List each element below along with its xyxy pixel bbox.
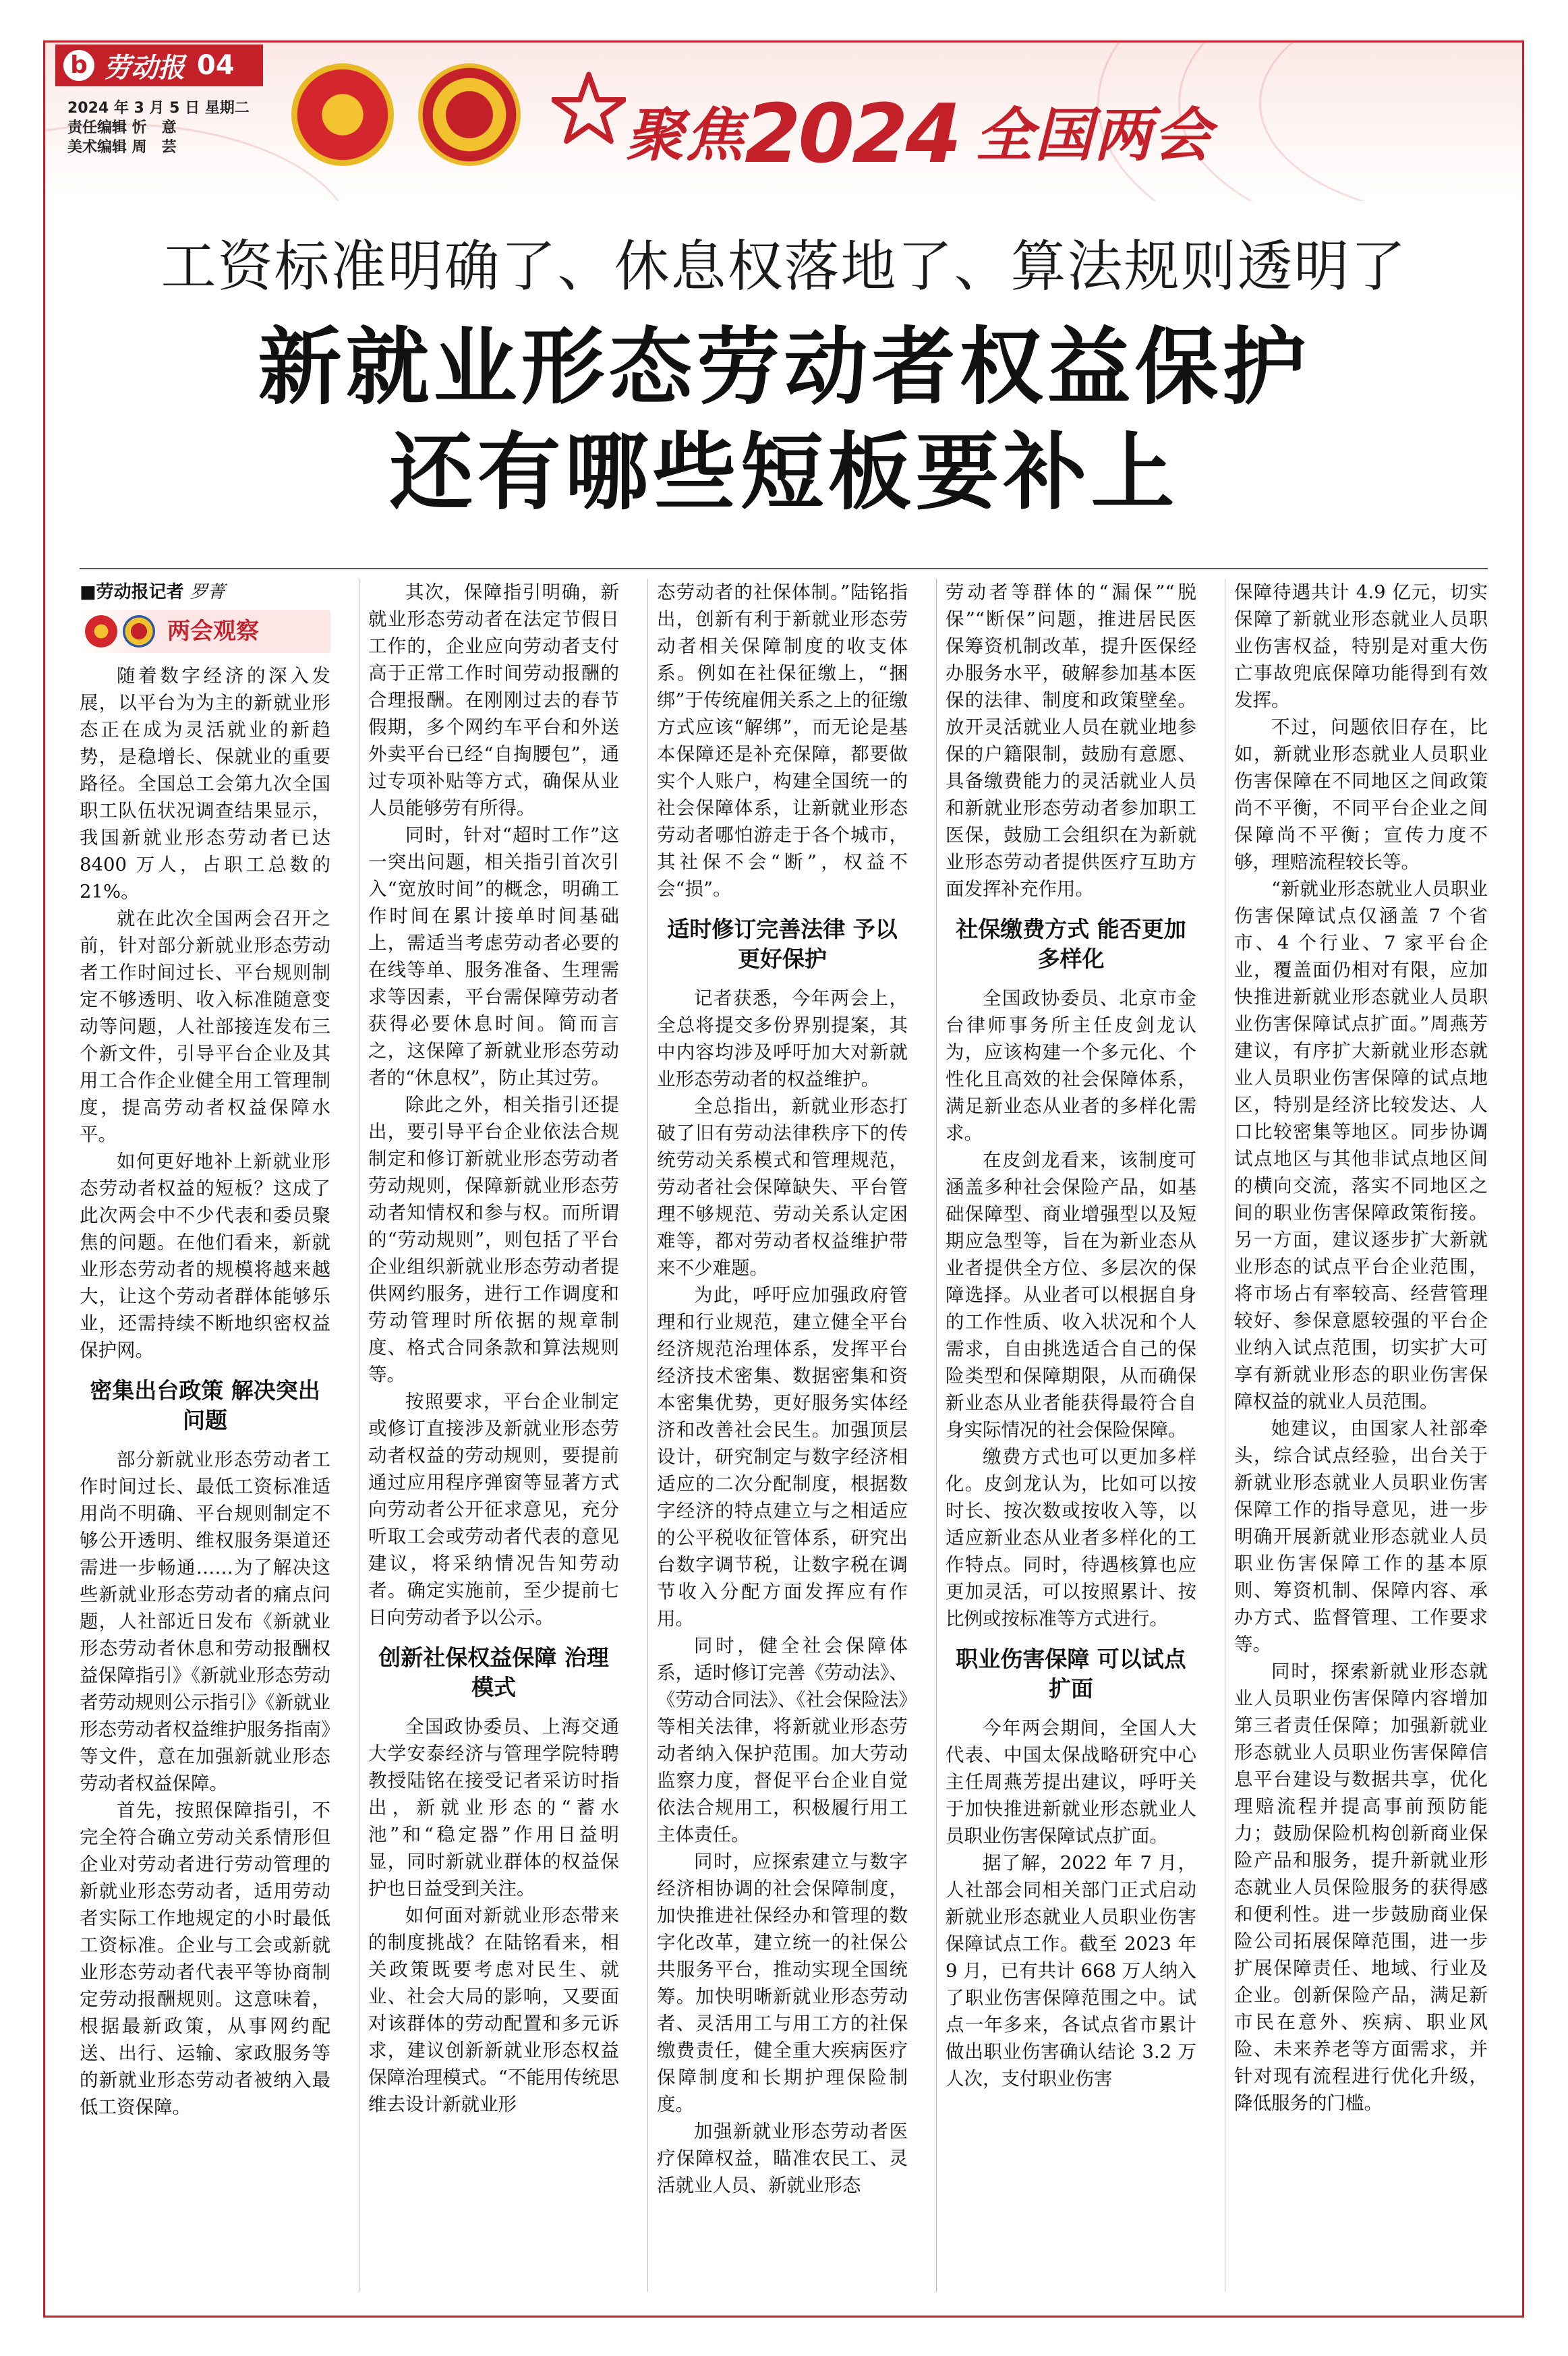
paragraph: 她建议，由国家人社部牵头，综合试点经验，出台关于新就业形态就业人员职业伤害保障工作的指导意见，进一步明确开展新就业形态就业人员职业伤害保障工作的基本原则、筹资机制、保障内容、承办方式、监督管理、工作要求等。 — [1234, 1418, 1488, 1655]
paragraph: 全国政协委员、北京市金台律师事务所主任皮剑龙认为，应该构建一个多元化、个性化且高效的社会保障体系，满足新业态从业者的多样化需求。 — [946, 987, 1196, 1144]
paragraph: 加强新就业形态劳动者医疗保障权益，瞄准农民工、灵活就业人员、新就业形态 — [657, 2121, 908, 2196]
paragraph: 在皮剑龙看来，该制度可涵盖多种社会保险产品，如基础保障型、商业增强型以及短期应急型等，旨在为新业态从业者提供全方位、多层次的保障选择。从业者可以根据自身的工作性质、收入状况和个人需求，自由挑选适合自己的保险类型和保障期限，从而确保新业态从业者能获得最符合自身实际情况的社会保险保障。 — [946, 1149, 1196, 1441]
banner-suffix: 全国两会 — [975, 102, 1213, 169]
paragraph: “新就业形态就业人员职业伤害保障试点仅涵盖 7 个省市、4 个行业、7 家平台企业，覆盖面仍相对有限，应加快推进新就业形态就业人员职业伤害保障试点扩面。”周燕芳建议，有序扩大新就业形态就业人员职业伤害保障的试点地区，特别是经济比较发达、人口比较密集等地区。同步协调试点地区与其他非试点地区间的横向交流，落实不同地区之间的职业伤害保障政策衔接。另一方面，建议逐步扩大新就业形态的试点平台企业范围，将市场占有率较高、经营管理较好、参保意愿较强的平台企业纳入试点范围，切实扩大可享有新就业形态的职业伤害保障权益的就业人员范围。 — [1234, 878, 1488, 1412]
paragraph: 为此，呼吁应加强政府管理和行业规范，建立健全平台经济规范治理体系，发挥平台经济技术密集、数据密集和资本密集优势，更好服务实体经济和改善社会民生。加强顶层设计，研究制定与数字经济相适应的二次分配制度，根据数字经济的特点建立与之相适应的公平税收征管体系，研究出台数字调节税，让数字税在调节收入分配方面发挥应有作用。 — [657, 1284, 908, 1630]
reporter-name: 罗菁 — [190, 582, 225, 602]
column-rule — [647, 579, 648, 2292]
banner-title — [626, 81, 1213, 181]
paragraph: 随着数字经济的深入发展，以平台为为主的新就业形态正在成为灵活就业的新趋势，是稳增长、保就业的重要路径。全国总工会第九次全国职工队伍状况调查结果显示，我国新就业形态劳动者已达 8400 万人，占职工总数的 21%。 — [80, 665, 330, 902]
article-column-3 — [657, 579, 908, 2305]
paragraph: 保障待遇共计 4.9 亿元，切实保障了新就业形态就业人员职业伤害权益，特别是对重大伤亡事故兜底保障功能得到有效发挥。 — [1234, 581, 1488, 711]
masthead-logo — [55, 45, 263, 86]
paragraph: 部分新就业形态劳动者工作时间过长、最低工资标准适用尚不明确、平台规则制定不够公开透明、维权服务渠道还需进一步畅通……为了解决这些新就业形态劳动者的痛点问题，人社部近日发布《新就业形态劳动者休息和劳动报酬权益保障指引》《新就业形态劳动者劳动规则公示指引》《新就业形态劳动者权益维护服务指南》等文件，意在加强新就业形态劳动者权益保障。 — [80, 1449, 330, 1794]
cppcc-emblem-icon — [418, 63, 521, 166]
cppcc-emblem-small-icon — [123, 615, 155, 648]
paper-name: 劳动报 — [104, 51, 185, 84]
headline-line-1: 新就业形态劳动者权益保护 — [258, 318, 1310, 416]
subheading: 职业伤害保障 可以试点扩面 — [956, 1646, 1186, 1702]
subheading: 密集出台政策 解决突出问题 — [90, 1377, 320, 1433]
paragraph: 不过，问题依旧存在，比如，新就业形态就业人员职业伤害保障在不同地区之间政策尚不平衡，不同平台企业之间保障尚不平衡；宣传力度不够，理赔流程较长等。 — [1234, 716, 1488, 873]
paragraph: 同时，针对“超时工作”这一突出问题，相关指引首次引入“宽放时间”的概念，明确工作时间在累计接单时间基础上，需适当考虑劳动者必要的在线等单、服务准备、生理需求等因素，平台需保障劳动者获得必要休息时间。简而言之，这保障了新就业形态劳动者的“休息权”，防止其过劳。 — [368, 824, 619, 1089]
column-rule — [936, 579, 937, 2292]
editor-line: 责任编辑 忻 意 — [67, 119, 177, 136]
paragraph: 除此之外，相关指引还提出，要引导平台企业依法合规制定和修订新就业形态劳动者劳动规则，保障新就业形态劳动者知情权和参与权。而所谓的“劳动规则”，则包括了平台企业组织新就业形态劳动者提供网约服务，进行工作调度和劳动管理时所依据的规章制度、格式合同条款和算法规则等。 — [368, 1094, 619, 1385]
paragraph: 按照要求，平台企业制定或修订直接涉及新就业形态劳动者权益的劳动规则，要提前通过应用程序弹窗等显著方式向劳动者公开征求意见，充分听取工会或劳动者代表的意见建议，将采纳情况告知劳动者。确定实施前，至少提前七日向劳动者予以公示。 — [368, 1391, 619, 1628]
paragraph: 如何更好地补上新就业形态劳动者权益的短板？这成了此次两会中不少代表和委员聚焦的问题。在他们看来，新就业形态劳动者的规模将越来越大，让这个劳动者群体能够乐业，还需持续不断地织密权益保护网。 — [80, 1151, 330, 1361]
paragraph: 首先，按照保障指引，不完全符合确立劳动关系情形但企业对劳动者进行劳动管理的新就业形态劳动者，适用劳动者实际工作地规定的小时最低工资标准。企业与工会或新就业形态劳动者代表平等协商制定劳动报酬规则。这意味着，根据最新政策，从事网约配送、出行、运输、家政服务等的新就业形态劳动者被纳入最低工资保障。 — [80, 1800, 330, 2118]
paragraph: 据了解，2022 年 7 月，人社部会同相关部门正式启动新就业形态就业人员职业伤害保障试点工作。截至 2023 年 9 月，已有共计 668 万人纳入了职业伤害保障范围之中。试点一年多来，各试点省市累计做出职业伤害确认结论 3.2 万人次，支付职业伤害 — [946, 1852, 1196, 2090]
paragraph: 缴费方式也可以更加多样化。皮剑龙认为，比如可以按时长、按次数或按收入等，以适应新业态从业者多样化的工作特点。同时，待遇核算也应更加灵活，可以按照累计、按比例或按标准等方式进行。 — [946, 1446, 1196, 1630]
byline: ■劳动报记者 罗菁 — [80, 582, 225, 602]
article-column-1 — [80, 579, 330, 2305]
paragraph: 今年两会期间，全国人大代表、中国太保战略研究中心主任周燕芳提出建议，呼吁关于加快推进新就业形态就业人员职业伤害保障试点扩面。 — [946, 1717, 1196, 1847]
paragraph: 态劳动者的社保体制。”陆铭指出，创新有利于新就业形态劳动者相关保障制度的收支体系。例如在社保征缴上，“捆绑”于传统雇佣关系之上的征缴方式应该“解绑”，而无论是基本保障还是补充保障，都要做实个人账户，构建全国统一的社会保障体系，让新就业形态劳动者哪怕游走于各个城市，其社保不会“断”，权益不会“损”。 — [657, 581, 908, 900]
logo-letter: b — [63, 50, 94, 81]
article-column-2 — [368, 579, 619, 2305]
paragraph: 全国政协委员、上海交通大学安泰经济与管理学院特聘教授陆铭在接受记者采访时指出，新就业形态的“蓄水池”和“稳定器”作用日益明显，同时新就业群体的权益保护也日益受到关注。 — [368, 1716, 619, 1899]
paragraph: 劳动者等群体的“漏保”“脱保”“断保”问题，推进居民医保筹资机制改革，提升医保经办服务水平，破解参加基本医保的法律、制度和政策壁垒。放开灵活就业人员在就业地参保的户籍限制，鼓励有意愿、具备缴费能力的灵活就业人员和新就业形态劳动者参加职工医保，鼓励工会组织在为新就业形态劳动者提供医疗互助方面发挥补充作用。 — [946, 581, 1196, 900]
headline-rule — [80, 568, 1488, 569]
paragraph: 其次，保障指引明确，新就业形态劳动者在法定节假日工作的，企业应向劳动者支付高于正常工作时间劳动报酬的合理报酬。在刚刚过去的春节假期，多个网约车平台和外送外卖平台已经“自掏腰包”，通过专项补贴等方式，确保从业人员能够劳有所得。 — [368, 581, 619, 819]
paragraph: 同时，应探索建立与数字经济相协调的社会保障制度，加快推进社保经办和管理的数字化改革，建立统一的社保公共服务平台，推动实现全国统筹。加快明晰新就业形态劳动者、灵活用工与用工方的社保缴费责任，健全重大疾病医疗保障制度和长期护理保险制度。 — [657, 1851, 908, 2115]
art-editor-line: 美术编辑 周 芸 — [67, 139, 177, 156]
column-tag — [80, 610, 330, 653]
paragraph: 同时，健全社会保障体系，适时修订完善《劳动法》、《劳动合同法》、《社会保险法》等相关法律，将新就业形态劳动者纳入保护范围。加大劳动监察力度，督促平台企业自觉依法合规用工，积极履行用工主体责任。 — [657, 1635, 908, 1845]
paragraph: 如何面对新就业形态带来的制度挑战？在陆铭看来，相关政策既要考虑对民生、就业、社会大局的影响，又要面对该群体的劳动配置和多元诉求，建议创新新就业形态权益保障治理模式。“不能用传统思维去设计新就业形 — [368, 1905, 619, 2115]
paragraph: 就在此次全国两会召开之前，针对部分新就业形态劳动者工作时间过长、平台规则制定不够透明、收入标准随意变动等问题，人社部接连发布三个新文件，引导平台企业及其用工合作企业健全用工管理制度，提高劳动者权益保障水平。 — [80, 908, 330, 1145]
article-column-5 — [1234, 579, 1488, 2305]
paragraph: 全总指出，新就业形态打破了旧有劳动法律秩序下的传统劳动关系模式和管理规范，劳动者社会保障缺失、平台管理不够规范、劳动关系认定困难等，都对劳动者权益维护带来不少难题。 — [657, 1095, 908, 1279]
banner-prefix: 聚焦 — [626, 102, 745, 169]
masthead-meta — [67, 98, 250, 157]
article-kicker: 工资标准明确了、休息权落地了、算法规则透明了 — [161, 235, 1407, 299]
red-star-icon — [552, 71, 626, 146]
page-number: 04 — [197, 50, 235, 81]
article-column-4 — [946, 579, 1196, 2305]
banner-year: 2024 — [745, 88, 959, 181]
subheading: 创新社保权益保障 治理模式 — [378, 1644, 609, 1700]
date-line: 2024 年 3 月 5 日 星期二 — [67, 100, 250, 117]
paragraph: 记者获悉，今年两会上，全总将提交多份界别提案，其中内容均涉及呼吁加大对新就业形态劳动者的权益维护。 — [657, 987, 908, 1090]
subheading: 社保缴费方式 能否更加多样化 — [956, 916, 1186, 972]
national-emblem-icon — [291, 63, 394, 166]
column-tag-label: 两会观察 — [167, 618, 259, 645]
headline-line-2: 还有哪些短板要补上 — [389, 424, 1179, 521]
paragraph: 同时，探索新就业形态就业人员职业伤害保障内容增加第三者责任保障；加强新就业形态就业人员职业伤害保障信息平台建设与数据共享，优化理赔流程并提高事前预防能力；鼓励保险机构创新商业保险产品和服务，提升新就业形态就业人员保险服务的获得感和便利性。进一步鼓励商业保险公司拓展保障范围，进一步扩展保障责任、地域、行业及企业。创新保险产品，满足新市民在意外、疾病、职业风险、未来养老等方面需求，并针对现有流程进行优化升级，降低服务的门槛。 — [1234, 1661, 1488, 2114]
subheading: 适时修订完善法律 予以更好保护 — [667, 916, 898, 972]
national-emblem-small-icon — [85, 615, 117, 648]
